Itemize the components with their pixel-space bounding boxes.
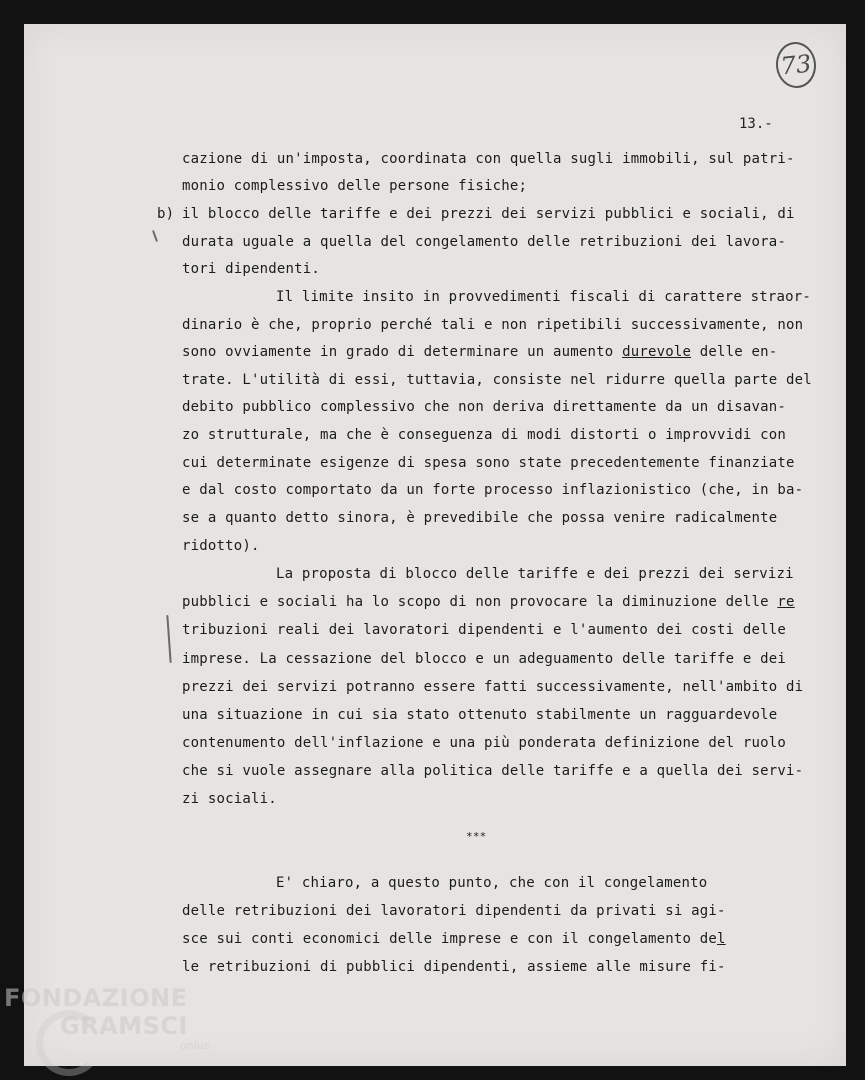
- text-line: dinario è che, proprio perché tali e non ripetibili successivamente, non: [182, 317, 804, 333]
- text-line: che si vuole assegnare alla politica delle tariffe e a quella dei servi-: [182, 763, 804, 779]
- text-line: e dal costo comportato da un forte processo inflazionistico (che, in ba-: [182, 482, 804, 498]
- text-line: tori dipendenti.: [182, 261, 321, 277]
- text-line: trate. L'utilità di essi, tuttavia, consiste nel ridurre quella parte del: [182, 372, 812, 388]
- archive-page-mark: 73: [774, 40, 819, 90]
- text-line: imprese. La cessazione del blocco e un adeguamento delle tariffe e dei: [182, 651, 787, 667]
- list-marker: b): [157, 206, 175, 222]
- text-line: prezzi dei servizi potranno essere fatti successivamente, nell'ambito di: [182, 679, 804, 695]
- text-line: sce sui conti economici delle imprese e con il congelamento del: [182, 931, 726, 947]
- text-line: se a quanto detto sinora, è prevedibile che possa venire radicalmente: [182, 510, 778, 526]
- text-line: La proposta di blocco delle tariffe e dei prezzi dei servizi: [276, 566, 794, 582]
- fondazione-gramsci-watermark: FONDAZIONE GRAMSCI onlus: [4, 986, 209, 1051]
- text-line: Il limite insito in provvedimenti fiscali di carattere straor-: [276, 289, 811, 305]
- text-line: cazione di un'imposta, coordinata con quella sugli immobili, sul patri-: [182, 151, 795, 167]
- text-line: le retribuzioni di pubblici dipendenti, assieme alle misure fi-: [182, 959, 726, 975]
- text-line: cui determinate esigenze di spesa sono state precedentemente finanziate: [182, 455, 795, 471]
- text-line: sono ovviamente in grado di determinare un aumento durevole delle en-: [182, 344, 778, 360]
- text-line: pubblici e sociali ha lo scopo di non provocare la diminuzione delle re: [182, 594, 795, 610]
- text-line: E' chiaro, a questo punto, che con il congelamento: [276, 875, 708, 891]
- g-logo-icon: [36, 1010, 102, 1076]
- text-line: zo strutturale, ma che è conseguenza di modi distorti o improvvidi con: [182, 427, 787, 443]
- text-line: una situazione in cui sia stato ottenuto stabilmente un ragguardevole: [182, 707, 778, 723]
- text-line: monio complessivo delle persone fisiche;: [182, 178, 528, 194]
- text-line: zi sociali.: [182, 791, 277, 807]
- text-line: delle retribuzioni dei lavoratori dipendenti da privati si agi-: [182, 903, 726, 919]
- text-line: ridotto).: [182, 538, 260, 554]
- underlined-letter: l: [716, 931, 726, 947]
- text-line: tribuzioni reali dei lavoratori dipendenti e l'aumento dei costi delle: [182, 622, 787, 638]
- page-number: 13.-: [739, 116, 773, 132]
- text-line: il blocco delle tariffe e dei prezzi dei servizi pubblici e sociali, di: [182, 206, 795, 222]
- text-line: durata uguale a quella del congelamento delle retribuzioni dei lavora-: [182, 234, 787, 250]
- text-line: debito pubblico complessivo che non deriva direttamente da un disavan-: [182, 399, 787, 415]
- section-separator: ***: [466, 830, 487, 843]
- underlined-word: re: [777, 594, 795, 610]
- underlined-word: durevole: [622, 344, 692, 360]
- text-line: contenumento dell'inflazione e una più ponderata definizione del ruolo: [182, 735, 787, 751]
